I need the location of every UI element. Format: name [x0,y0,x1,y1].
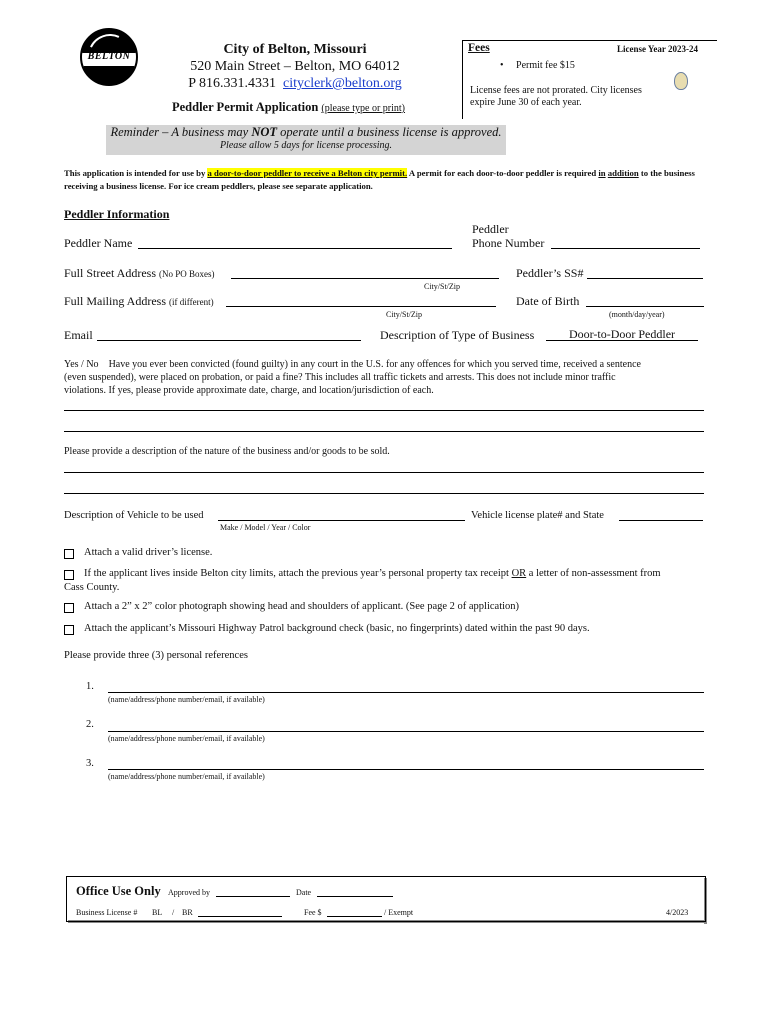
reference-3-note: (name/address/phone number/email, if available) [108,772,265,781]
ss-field[interactable] [587,278,703,279]
vehicle-field[interactable] [218,520,465,521]
approved-by-field[interactable] [216,896,290,897]
plate-label: Vehicle license plate# and State [471,510,604,521]
yes-no-choice[interactable]: Yes / No [64,359,99,370]
tax-receipt-checkbox[interactable] [64,570,74,580]
street-label: Full Street Address (No PO Boxes) [64,266,215,280]
office-date-field[interactable] [317,896,393,897]
city-address: 520 Main Street – Belton, MO 64012 [190,59,400,74]
city-contact [160,76,430,92]
street-city-note: City/St/Zip [424,282,461,291]
peddler-name-field[interactable] [138,248,452,249]
business-desc-label: Description of Type of Business [380,328,535,342]
fee-note-2: expire June 30 of each year. [470,97,582,108]
fee-field[interactable] [327,916,382,917]
fees-heading: Fees [468,42,490,54]
dob-field[interactable] [586,306,704,307]
revision-date: 4/2023 [666,908,689,917]
office-use-title: Office Use Only [76,884,161,898]
phone-field[interactable] [551,248,700,249]
dob-note: (month/day/year) [609,310,665,319]
conviction-line-1[interactable] [64,410,704,411]
peddler-name-label: Peddler Name [64,236,133,250]
bl-br-separator: / [172,908,175,917]
reference-3-field[interactable] [108,769,704,770]
drivers-license-text: Attach a valid driver’s license. [84,547,213,558]
reference-2-number: 2. [86,719,94,730]
form-title-note: (please type or print) [321,103,406,114]
dob-label: Date of Birth [516,294,580,308]
ss-label: Peddler’s SS# [516,266,584,280]
reference-1-number: 1. [86,681,94,692]
location-pin-icon [674,72,688,90]
phone-label-1: Peddler [472,222,509,236]
references-heading: Please provide three (3) personal references [64,650,248,661]
belton-logo [80,28,138,86]
logo-text: BELTON [87,51,131,62]
approved-by-label: Approved by [168,888,210,897]
reference-1-field[interactable] [108,692,704,693]
intro-highlight: a door-to-door peddler to receive a Belton city permit. [207,168,408,178]
nature-label: Please provide a description of the nature of the business and/or goods to be sold. [64,446,390,457]
reference-1-note: (name/address/phone number/email, if available) [108,695,265,704]
reference-2-note: (name/address/phone number/email, if available) [108,734,265,743]
city-name: City of Belton, Missouri [223,42,367,57]
fee-bullet: • Permit fee $15 [500,60,575,71]
background-check-text: Attach the applicant’s Missouri Highway Patrol background check (basic, no fingerprints) dated within the past 90 days. [84,623,590,634]
vehicle-label: Description of Vehicle to be used [64,510,204,521]
mailing-city-note: City/St/Zip [386,310,423,319]
reminder-line-1: Reminder – A business may NOT operate until a business license is approved. [110,125,502,139]
reference-2-field[interactable] [108,731,704,732]
tax-receipt-text: If the applicant lives inside Belton city limits, attach the previous year’s personal property tax receipt OR a letter of non-assessment from [84,568,661,579]
business-license-label: Business License # [76,908,138,917]
nature-line-2[interactable] [64,493,704,494]
drivers-license-checkbox[interactable] [64,549,74,559]
vehicle-note: Make / Model / Year / Color [220,523,311,532]
phone-label-2: Phone Number [472,236,545,250]
conviction-line-2[interactable] [64,431,704,432]
mailing-field[interactable] [226,306,496,307]
fee-note-1: License fees are not prorated. City licenses [470,85,642,96]
city-email-link[interactable]: cityclerk@belton.org [283,76,402,91]
business-license-field[interactable] [198,916,282,917]
email-label: Email [64,328,93,342]
fee-label: Fee $ [304,908,322,917]
reminder-line-2: Please allow 5 days for license processing. [219,140,393,151]
background-check-checkbox[interactable] [64,625,74,635]
intro-paragraph: This application is intended for use by a door-to-door peddler to receive a Belton city permit. A permit for each door-to-door peddler is required in addition to the business receiving a business license. For ice cream peddlers, please see separate application. [64,168,695,191]
tax-receipt-text-cont: Cass County. [64,582,120,593]
reminder-banner [106,125,506,155]
plate-field[interactable] [619,520,703,521]
business-desc-value[interactable]: Door-to-Door Peddler [546,328,698,341]
form-title: Peddler Permit Application (please type or print) [172,100,406,114]
br-label: BR [182,908,193,917]
license-year: License Year 2023-24 [617,44,698,54]
photo-text: Attach a 2” x 2” color photograph showing head and shoulders of applicant. (See page 2 of application) [84,601,520,612]
city-phone: P 816.331.4331 [188,76,276,91]
email-field[interactable] [97,340,361,341]
reference-3-number: 3. [86,758,94,769]
exempt-label: / Exempt [384,908,414,917]
mailing-label: Full Mailing Address (if different) [64,294,214,308]
office-date-label: Date [296,888,312,897]
street-field[interactable] [231,278,499,279]
nature-line-1[interactable] [64,472,704,473]
photo-checkbox[interactable] [64,603,74,613]
conviction-question: Yes / No Have you ever been convicted (found guilty) in any court in the U.S. for any offences for which you served time, received a sentence (even suspended), were placed on probation, or paid a fine? This includes all traffic tickets and arrests. This does not include minor traffic violations. If yes, please provide approximate date, charge, and location/jurisdiction of each. [64,359,641,396]
bl-label: BL [152,908,163,917]
section-title: Peddler Information [64,207,170,221]
